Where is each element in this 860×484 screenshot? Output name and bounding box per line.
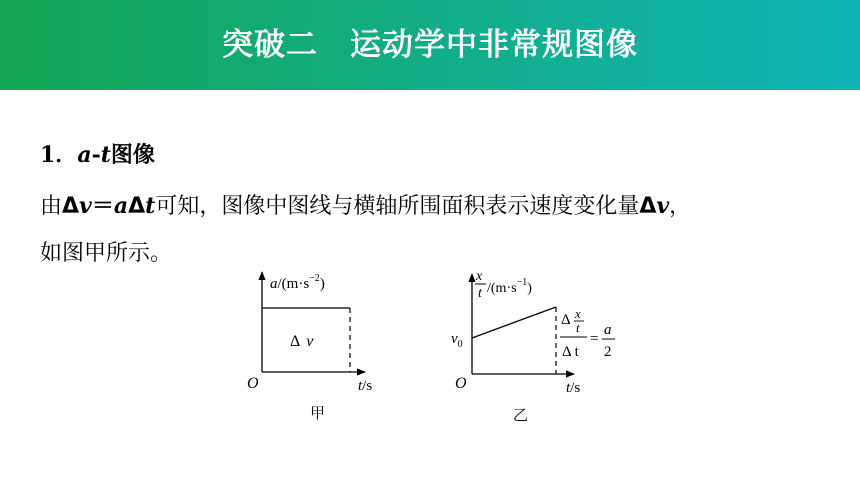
body-text-line2: 如图甲所示。 — [40, 241, 173, 266]
body-var-v-2: v — [656, 193, 670, 219]
svg-text:Δ: Δ — [561, 312, 571, 328]
yi-origin: O — [455, 375, 467, 392]
jia-origin: O — [247, 375, 259, 392]
section-title-suffix: 图像 — [110, 143, 155, 168]
body-var-t: t — [145, 193, 156, 219]
body-delta-2: Δ — [128, 194, 146, 219]
body-text-1: 由 — [40, 194, 63, 219]
svg-text:t: t — [576, 320, 580, 335]
yi-x-label: t/s — [566, 380, 581, 396]
svg-text:/(m·s−1): $/(m\cdot s^{-1})$ — [487, 277, 532, 296]
body-equals: ＝ — [91, 194, 114, 219]
body-text-2: 可知，图像中图线与横轴所围面积表示速度变化量 — [155, 194, 640, 219]
svg-text:Δ t: Δ t — [562, 344, 579, 360]
body-comma: ， — [669, 194, 692, 219]
yi-intercept-label: $v_0$ — [451, 331, 463, 350]
yi-linear-line — [472, 307, 556, 338]
body-delta-1: Δ — [62, 194, 80, 219]
section-number: 1． — [40, 142, 78, 168]
body-var-v-1: v — [79, 193, 92, 219]
page-title: 突破二 运动学中非常规图像 — [222, 27, 638, 63]
yi-y-label — [475, 269, 532, 301]
figure-yi — [451, 269, 615, 424]
svg-text:x: x — [476, 269, 483, 284]
section-var-a: a — [77, 142, 92, 168]
section-dash: - — [91, 142, 101, 168]
yi-slope-formula — [560, 306, 615, 360]
body-var-a: a — [113, 193, 129, 219]
svg-text:=: = — [590, 331, 599, 347]
svg-text:a: a — [604, 322, 612, 338]
jia-x-label: t/s — [358, 378, 373, 394]
body-delta-3: Δ — [639, 194, 657, 219]
svg-text:2: 2 — [604, 344, 612, 360]
jia-caption: 甲 — [310, 404, 326, 422]
figure-jia — [247, 272, 372, 422]
yi-caption: 乙 — [513, 406, 529, 424]
svg-text:x: x — [575, 306, 581, 321]
svg-text:t: t — [478, 286, 482, 301]
section-var-t: t — [100, 142, 111, 168]
jia-y-label: $a/(m\cdot s^{-2})$ — [270, 273, 325, 292]
jia-area-label: Δ v — [290, 333, 314, 350]
